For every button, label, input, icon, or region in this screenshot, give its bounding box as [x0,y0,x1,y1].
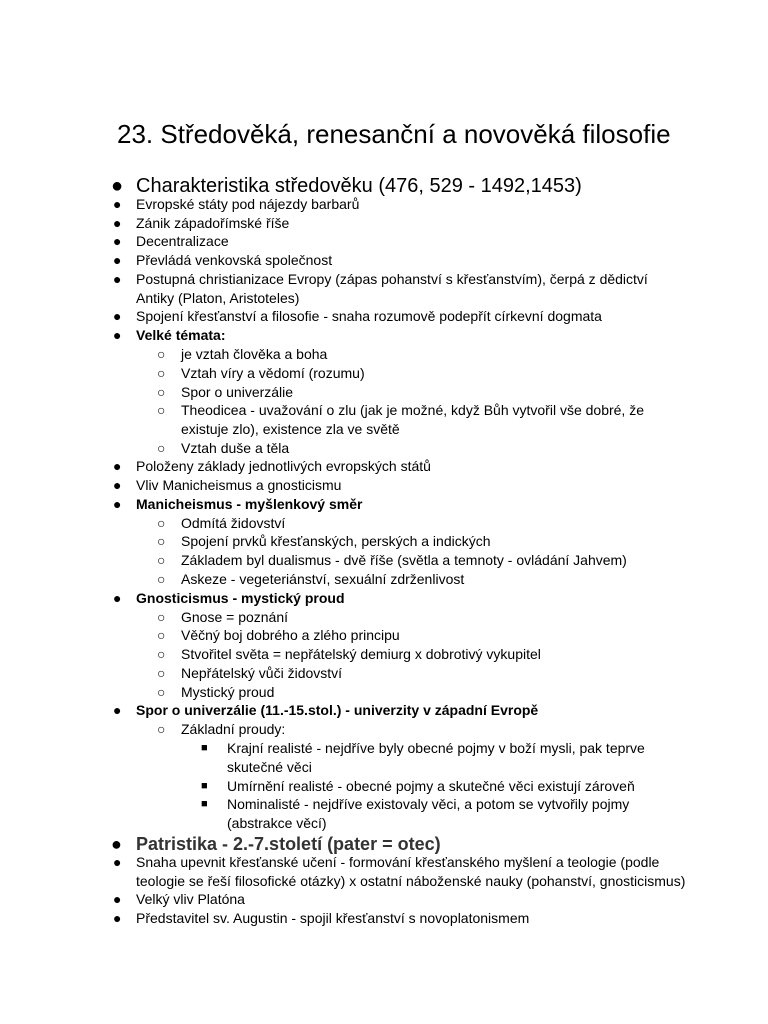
list-item [113,232,229,251]
list-item [201,795,630,833]
disc-bullet-icon: ● [113,327,122,343]
list-item-text: Gnose = poznání [181,609,289,625]
list-item [113,214,290,233]
circle-bullet-icon: ○ [157,533,166,549]
list-item-text: skutečné věci [227,758,312,775]
disc-bullet-icon: ● [113,252,122,268]
disc-bullet-icon: ● [113,196,122,212]
list-item-text: Nepřátelský vůči židovství [181,665,343,681]
list-item-text: teologie se řeší filosofické otázky) x ostatní náboženské nauky (pohanství, gnosticismus) [136,872,686,889]
list-item [113,251,333,270]
circle-bullet-icon: ○ [157,571,166,587]
circle-bullet-icon: ○ [157,384,166,400]
list-item [157,364,365,383]
circle-bullet-icon: ○ [157,646,166,662]
circle-bullet-icon: ○ [157,515,166,531]
list-item-text: Mystický proud [181,684,275,700]
list-item [201,777,635,796]
list-item-text: Vztah duše a těla [181,440,290,456]
disc-bullet-icon: ● [113,308,122,324]
list-item-text: existuje zlo), existence zla ve světě [181,420,400,437]
list-item-text: Umírnění realisté - obecné pojmy a skutečné věci existují zároveň [227,778,635,794]
list-item-text: Gnosticismus - mystický proud [136,590,345,606]
circle-bullet-icon: ○ [157,365,166,381]
list-item [113,457,431,476]
list-item [201,739,645,777]
disc-bullet-icon: ● [113,233,122,249]
list-item [157,439,290,458]
list-item-text: Antiky (Platon, Aristoteles) [136,289,300,306]
list-item-text: Spor o univerzálie (11.-15.stol.) - univerzity v západní Evropě [136,702,539,718]
list-item-text: Položeny základy jednotlivých evropských států [136,458,431,474]
list-item-text: Velký vliv Platóna [136,891,245,907]
list-item [157,645,541,664]
list-item [113,909,530,928]
list-item-text: Základem byl dualismus - dvě říše (světla a temnoty - ovládání Jahvem) [181,552,627,568]
list-item-text: Charakteristika středověku (476, 529 - 1492,1453) [136,175,582,197]
list-item-text: Patristika - 2.-7.století (pater = otec) [136,834,441,854]
list-item-text: Spor o univerzálie [181,384,294,400]
disc-bullet-icon: ● [111,834,122,854]
list-item-text: Zánik západořímské říše [136,215,290,231]
list-item [157,345,328,364]
list-item [113,195,360,214]
list-item-text: Nominalisté - nejdříve existovaly věci, a potom se vytvořily pojmy [227,796,630,812]
list-item-text: Snaha upevnit křesťanské učení - formování křesťanského myšlení a teologie (podle [136,854,660,870]
list-item [157,570,465,589]
circle-bullet-icon: ○ [157,440,166,456]
circle-bullet-icon: ○ [157,609,166,625]
list-item [157,720,286,739]
list-item [113,701,539,720]
list-item [157,683,275,702]
list-item-text: Velké témata: [136,327,226,343]
list-item [113,890,245,909]
list-item [113,476,342,495]
list-item-text: Evropské státy pod nájezdy barbarů [136,196,360,212]
circle-bullet-icon: ○ [157,721,166,737]
circle-bullet-icon: ○ [157,402,166,418]
list-item [157,664,343,683]
list-item [113,270,648,308]
list-item-text: Věčný boj dobrého a zlého principu [181,627,400,643]
list-item [157,532,491,551]
circle-bullet-icon: ○ [157,665,166,681]
disc-bullet-icon: ● [113,590,122,606]
list-item [157,626,400,645]
circle-bullet-icon: ○ [157,346,166,362]
list-item-text: Převládá venkovská společnost [136,252,333,268]
disc-bullet-icon: ● [111,175,124,197]
square-bullet-icon: ■ [201,742,208,754]
list-item-text: Decentralizace [136,233,229,249]
disc-bullet-icon: ● [113,215,122,231]
list-item-text: je vztah člověka a boha [181,346,328,362]
disc-bullet-icon: ● [113,910,122,926]
circle-bullet-icon: ○ [157,627,166,643]
list-item-text: Postupná christianizace Evropy (zápas pohanství s křesťanstvím), čerpá z dědictví [136,271,648,287]
list-item [157,514,286,533]
square-bullet-icon: ■ [201,798,208,810]
circle-bullet-icon: ○ [157,684,166,700]
disc-bullet-icon: ● [113,854,122,870]
list-item-text: Spojení křesťanství a filosofie - snaha rozumově podepřít církevní dogmata [136,308,602,324]
list-item [113,589,345,608]
list-item-text: Krajní realisté - nejdříve byly obecné pojmy v boží mysli, pak teprve [227,740,645,756]
list-item [113,307,602,326]
circle-bullet-icon: ○ [157,552,166,568]
list-item-text: Stvořitel světa = nepřátelský demiurg x dobrotivý vykupitel [181,646,541,662]
disc-bullet-icon: ● [113,891,122,907]
disc-bullet-icon: ● [113,271,122,287]
list-item-text: Manicheismus - myšlenkový směr [136,496,363,512]
list-item [157,401,644,439]
list-item-text: Představitel sv. Augustin - spojil křesťanství s novoplatonismem [136,910,530,926]
list-item [113,326,226,345]
square-bullet-icon: ■ [201,780,208,792]
list-item [113,853,686,891]
list-item [157,383,294,402]
page-title: 23. Středověká, renesanční a novověká filosofie [117,119,671,149]
list-item-text: Základní proudy: [181,721,286,737]
list-item-text: (abstrakce věcí) [227,814,327,831]
list-item-text: Askeze - vegeteriánství, sexuální zdrženlivost [181,571,465,587]
disc-bullet-icon: ● [113,477,122,493]
disc-bullet-icon: ● [113,496,122,512]
list-item-text: Odmítá židovství [181,515,286,531]
list-item-text: Vztah víry a vědomí (rozumu) [181,365,365,381]
list-item-text: Vliv Manicheismus a gnosticismu [136,477,342,493]
list-item [113,495,363,514]
list-item [157,608,289,627]
disc-bullet-icon: ● [113,702,122,718]
list-item [157,551,627,570]
list-item-text: Theodicea - uvažování o zlu (jak je možné, když Bůh vytvořil vše dobré, že [181,402,644,418]
disc-bullet-icon: ● [113,458,122,474]
list-item-text: Spojení prvků křesťanských, perských a indických [181,533,491,549]
